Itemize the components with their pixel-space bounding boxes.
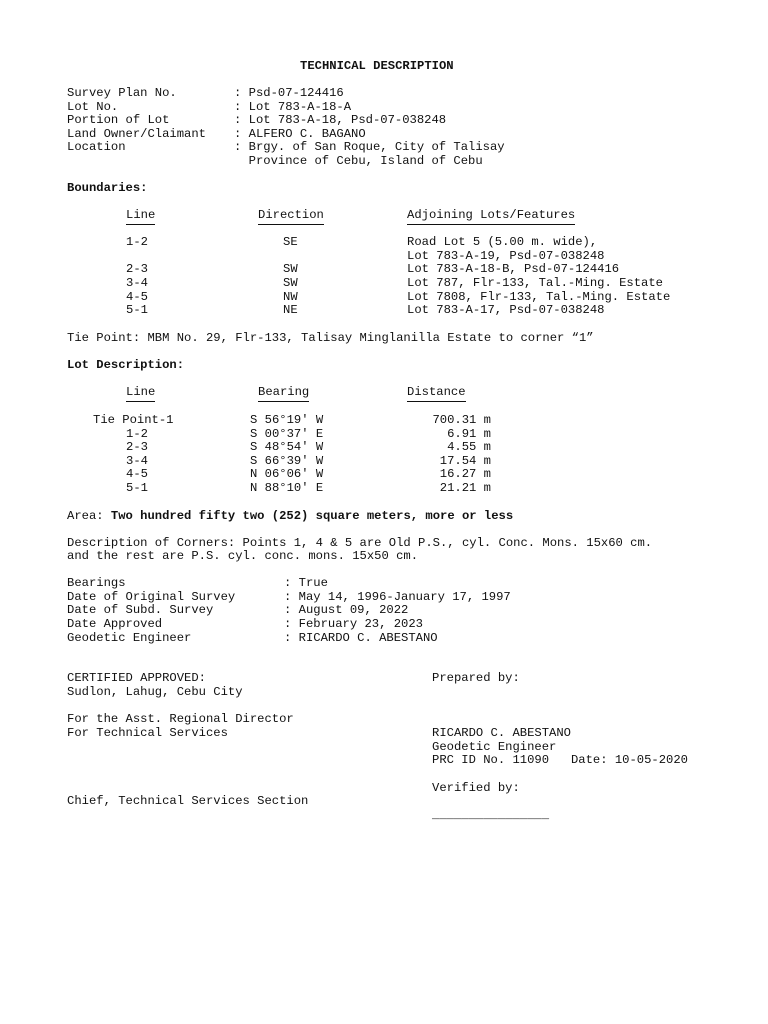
tie-point-text: Tie Point: MBM No. 29, Flr-133, Talisay Minglanilla Estate to corner “1” [67,331,594,345]
survey-plan-value: : Psd-07-124416 [234,86,344,100]
bearings-value: : True [284,576,328,590]
geodetic-engineer-value: : RICARDO C. ABESTANO [284,631,438,645]
lot-line: 3-4 [126,454,148,468]
boundary-direction: NE [283,303,298,317]
owner-value: : ALFERO C. BAGANO [234,127,366,141]
lot-line: 2-3 [126,440,148,454]
lot-bearing: S 56°19' W [250,413,324,427]
lot-distance: 6.91 m [447,427,491,441]
boundary-direction: SW [283,262,298,276]
original-survey-value: : May 14, 1996-January 17, 1997 [284,590,511,604]
boundary-adjoining: Lot 787, Flr-133, Tal.-Ming. Estate [407,276,663,290]
location-value: : Brgy. of San Roque, City of Talisay [234,140,505,154]
lot-bearing: S 00°37' E [250,427,324,441]
lot-bearing: S 66°39' W [250,454,324,468]
lot-distance: 21.21 m [439,481,491,495]
survey-plan-label: Survey Plan No. [67,86,177,100]
lot-col-line: Line [126,386,155,402]
verifier-signature-line: ________________ [432,808,550,822]
bearings-label: Bearings [67,576,126,590]
lot-distance: 16.27 m [439,467,491,481]
lot-no-value: : Lot 783-A-18-A [234,100,352,114]
lot-col-distance: Distance [407,386,466,402]
portion-value: : Lot 783-A-18, Psd-07-038248 [234,113,447,127]
geodetic-engineer-label: Geodetic Engineer [67,631,192,645]
location-label: Location [67,140,126,154]
date-approved-label: Date Approved [67,617,163,631]
area-value: Two hundred fifty two (252) square meters, more or less [110,509,514,523]
lot-bearing: S 48°54' W [250,440,324,454]
lot-description-heading: Lot Description: [67,358,185,372]
lot-line: 4-5 [126,467,148,481]
certified-approved: CERTIFIED APPROVED: [67,671,206,685]
chief-technical-services: Chief, Technical Services Section [67,794,309,808]
boundary-line: 1-2 [126,235,148,249]
boundary-line: 5-1 [126,303,148,317]
technical-services: For Technical Services [67,726,228,740]
original-survey-label: Date of Original Survey [67,590,236,604]
boundary-adjoining: Lot 783-A-18-B, Psd-07-124416 [407,262,620,276]
boundary-adjoining: Lot 783-A-19, Psd-07-038248 [407,249,605,263]
verified-by: Verified by: [432,781,520,795]
asst-regional-director: For the Asst. Regional Director [67,712,294,726]
lot-line: Tie Point-1 [93,413,174,427]
location-value-2: Province of Cebu, Island of Cebu [234,154,483,168]
boundary-adjoining: Road Lot 5 (5.00 m. wide), [407,235,598,249]
lot-line: 5-1 [126,481,148,495]
preparer-prc: PRC ID No. 11090 Date: 10-05-2020 [432,753,688,767]
lot-col-bearing: Bearing [258,386,309,402]
boundary-adjoining: Lot 783-A-17, Psd-07-038248 [407,303,605,317]
boundaries-col-direction: Direction [258,209,324,225]
lot-distance: 4.55 m [447,440,491,454]
corners-description: Description of Corners: Points 1, 4 & 5 are Old P.S., cyl. Conc. Mons. 15x60 cm. [67,536,653,550]
boundary-adjoining: Lot 7808, Flr-133, Tal.-Ming. Estate [407,290,671,304]
lot-bearing: N 88°10' E [250,481,324,495]
subd-survey-value: : August 09, 2022 [284,603,409,617]
subd-survey-label: Date of Subd. Survey [67,603,214,617]
date-approved-value: : February 23, 2023 [284,617,423,631]
boundaries-col-adjoining: Adjoining Lots/Features [407,209,575,225]
document-title: TECHNICAL DESCRIPTION [300,59,454,73]
portion-label: Portion of Lot [67,113,170,127]
boundary-direction: NW [283,290,298,304]
owner-label: Land Owner/Claimant [67,127,206,141]
boundary-direction: SE [283,235,298,249]
boundary-direction: SW [283,276,298,290]
area-label: Area: [67,509,111,523]
corners-description-2: and the rest are P.S. cyl. conc. mons. 15x50 cm. [67,549,419,563]
preparer-title: Geodetic Engineer [432,740,557,754]
boundaries-heading: Boundaries: [67,181,148,195]
preparer-name: RICARDO C. ABESTANO [432,726,571,740]
lot-no-label: Lot No. [67,100,119,114]
lot-distance: 700.31 m [432,413,491,427]
prepared-by: Prepared by: [432,671,520,685]
boundary-line: 4-5 [126,290,148,304]
lot-distance: 17.54 m [439,454,491,468]
area-line [67,510,513,524]
boundary-line: 3-4 [126,276,148,290]
lot-line: 1-2 [126,427,148,441]
certified-location: Sudlon, Lahug, Cebu City [67,685,243,699]
lot-bearing: N 06°06' W [250,467,324,481]
boundaries-col-line: Line [126,209,155,225]
boundary-line: 2-3 [126,262,148,276]
